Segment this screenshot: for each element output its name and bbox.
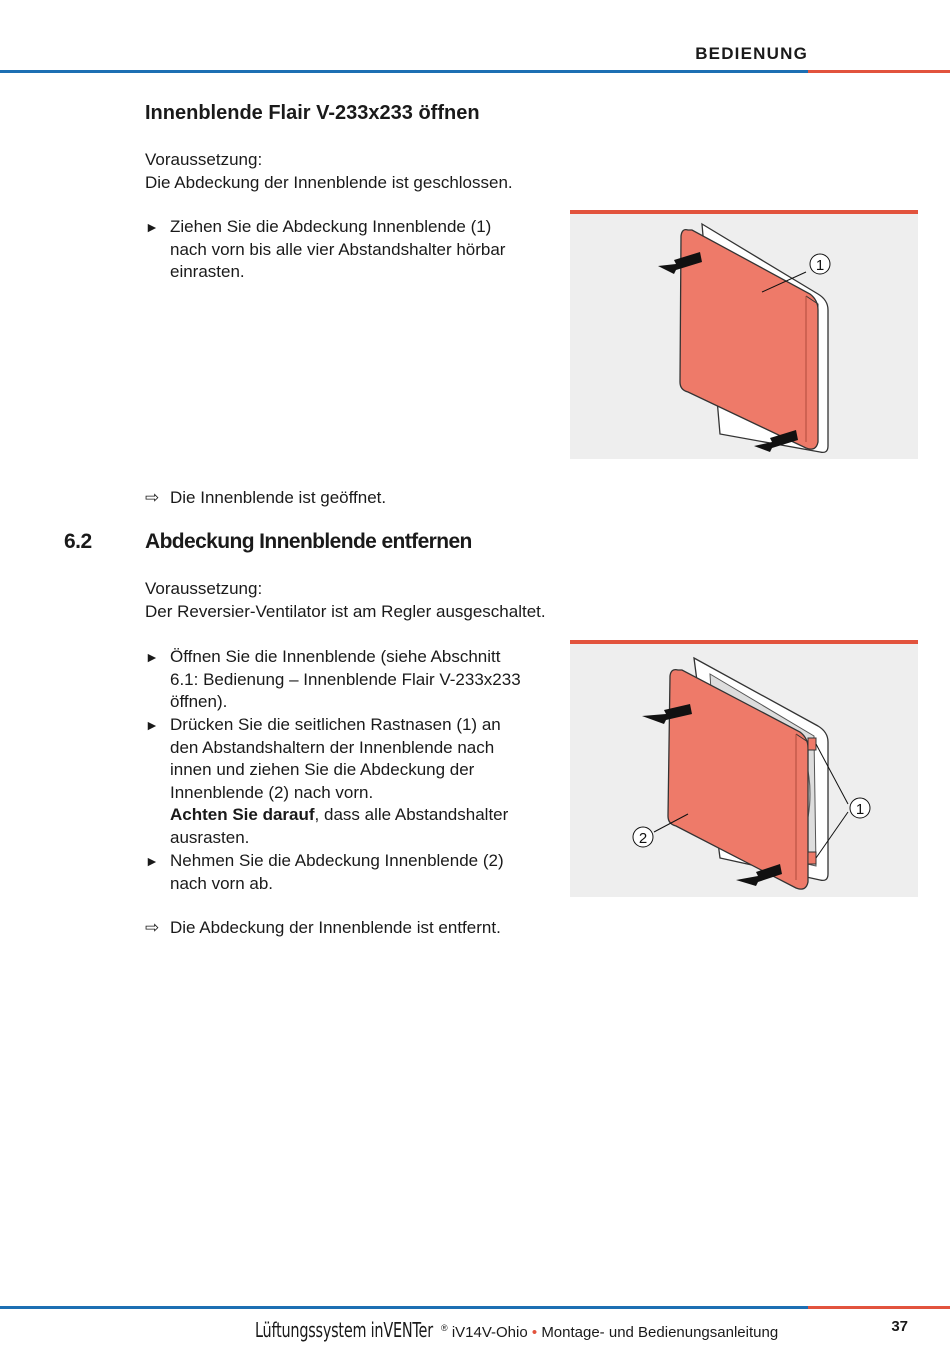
section2-precondition [145, 578, 546, 623]
callout-2-label: 2 [638, 830, 648, 847]
step-line: einrasten. [170, 262, 245, 282]
page-number: 37 [891, 1318, 908, 1335]
section2-number: 6.2 [64, 530, 92, 553]
figure-remove-cover [570, 640, 918, 897]
header-rule-red [808, 70, 950, 73]
step-line: innen und ziehen Sie die Abdeckung der [170, 760, 475, 780]
section2-step-2 [145, 714, 565, 850]
result-arrow-icon: ⇨ [145, 918, 160, 937]
step-line: Öffnen Sie die Innenblende (siehe Abschnitt [170, 647, 501, 666]
step-note-emphasis: Achten Sie darauf [170, 805, 315, 825]
footer-rule-blue [0, 1306, 808, 1309]
remove-cover-illustration [570, 644, 918, 897]
registered-mark: ® [441, 1323, 448, 1333]
header-rule-blue [0, 70, 808, 73]
step-line: Innenblende (2) nach vorn. [170, 782, 374, 802]
section1-title: Innenblende Flair V-233x233 öffnen [145, 102, 480, 124]
section2-result [145, 917, 501, 940]
open-cover-illustration [570, 214, 918, 459]
running-header: BEDIENUNG [695, 44, 808, 63]
section1-step-1 [145, 216, 565, 284]
callout-1-label: 1 [815, 257, 825, 274]
result-text: Die Innenblende ist geöffnet. [170, 488, 387, 507]
step-line: ausrasten. [170, 827, 250, 847]
section1-precondition [145, 149, 513, 194]
step-line: Drücken Sie die seitlichen Rastnasen (1) an [170, 715, 501, 734]
figure-open-cover [570, 210, 918, 459]
section2-title: Abdeckung Innenblende entfernen [145, 530, 472, 553]
step-line: nach vorn ab. [170, 873, 274, 893]
section2-step-3 [145, 850, 565, 895]
footer-line [255, 1318, 778, 1342]
step-bullet-icon: ► [145, 219, 159, 235]
result-arrow-icon: ⇨ [145, 488, 160, 507]
step-note [170, 804, 565, 827]
brand-wordmark: Lüftungssystem inVENTer [255, 1318, 433, 1342]
step-line: 6.1: Bedienung – Innenblende Flair V-233x233 [170, 669, 521, 689]
footer-separator: • [531, 1324, 538, 1341]
result-text: Die Abdeckung der Innenblende ist entfernt. [170, 918, 501, 937]
product-name: iV14V-Ohio [451, 1324, 528, 1341]
step-bullet-icon: ► [145, 649, 159, 665]
step-bullet-icon: ► [145, 717, 159, 733]
callout-1-label: 1 [855, 801, 865, 818]
step-line: Nehmen Sie die Abdeckung Innenblende (2) [170, 851, 504, 870]
precondition-label: Voraussetzung: [145, 579, 263, 598]
step-bullet-icon: ► [145, 853, 159, 869]
document-title: Montage- und Bedienungsanleitung [541, 1324, 779, 1341]
precondition-text: Die Abdeckung der Innenblende ist geschlossen. [145, 172, 513, 192]
step-note-rest: , dass alle Abstandshalter [314, 805, 509, 825]
section1-result [145, 487, 386, 510]
section2-step-1 [145, 646, 565, 714]
precondition-text: Der Reversier-Ventilator ist am Regler ausgeschaltet. [145, 601, 546, 621]
step-line: den Abstandshaltern der Innenblende nach [170, 737, 495, 757]
step-line: öffnen). [170, 692, 228, 712]
footer-rule-red [808, 1306, 950, 1309]
step-line: nach vorn bis alle vier Abstandshalter hörbar [170, 239, 506, 259]
precondition-label: Voraussetzung: [145, 150, 263, 169]
step-line: Ziehen Sie die Abdeckung Innenblende (1) [170, 217, 492, 236]
